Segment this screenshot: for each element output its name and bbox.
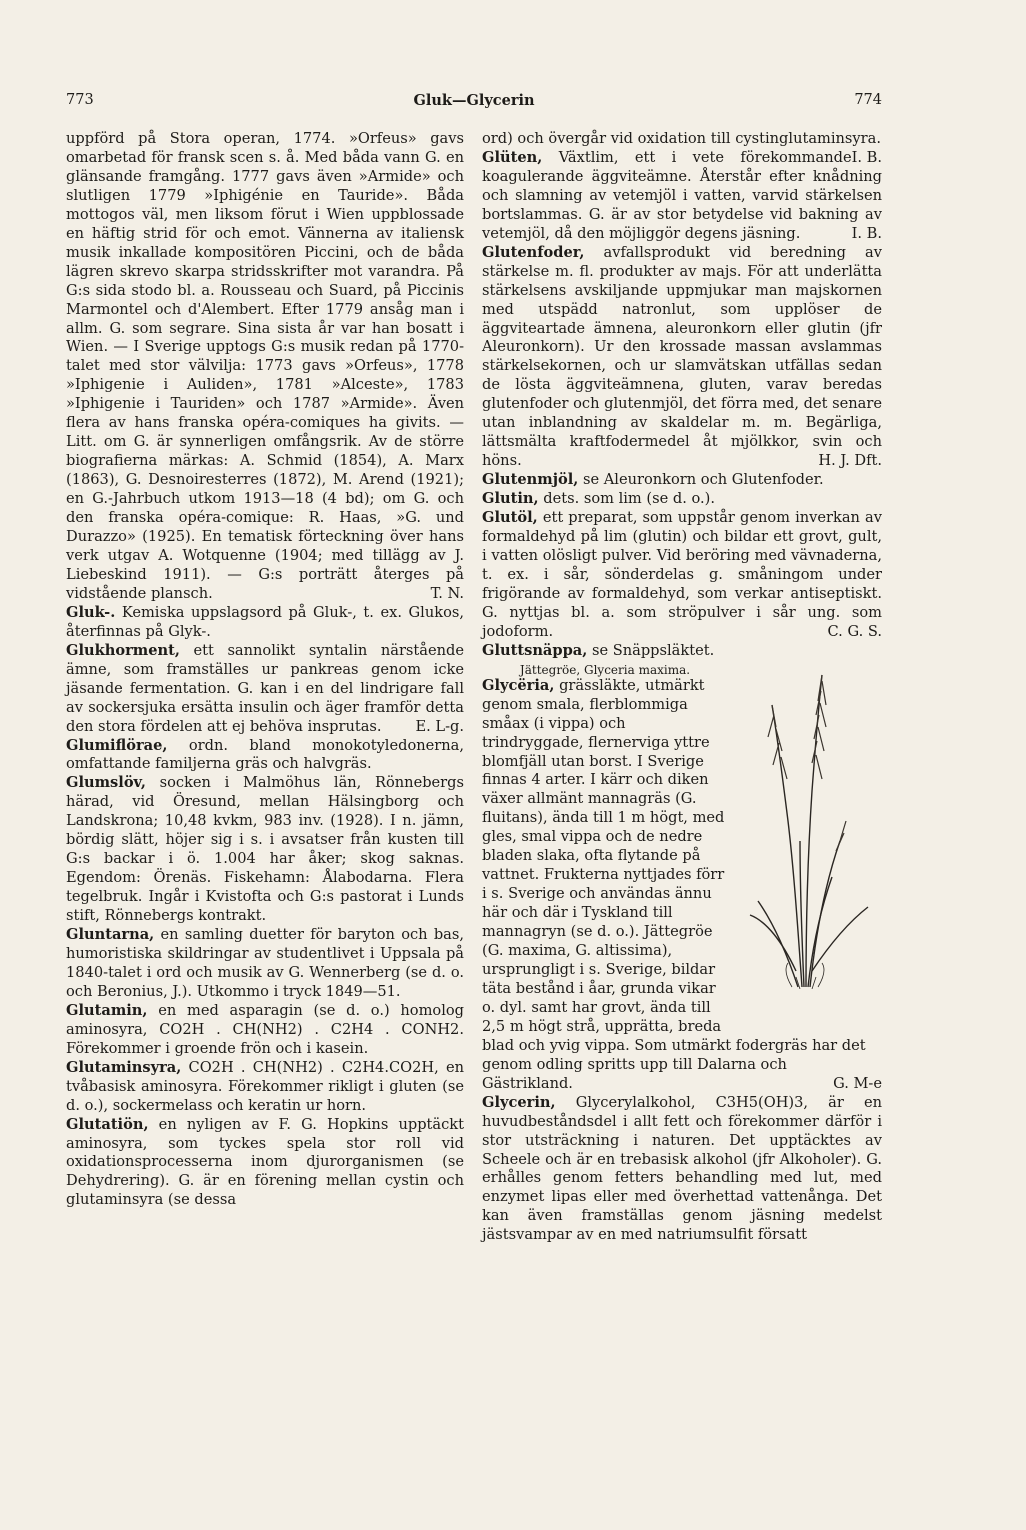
entry-gluten: Glüten, Växtlim, ett i vete förekommande koagulerande äggviteämne. Återstår efter knådning och slamning av vetemjöl i vatten, varvid stärkelsen bortslammas. G. är av stor betydelse vid bakning av vetemjöl, då den möjliggör degens jäsning. I. B. (482, 148, 882, 242)
headword: Glumiflörae, (66, 736, 168, 754)
headword: Glutaminsyra, (66, 1058, 182, 1076)
author-signature: C. G. S. (827, 622, 882, 640)
headword: Glutöl, (482, 509, 538, 527)
entry-gluck-continued: uppförd på Stora operan, 1774. »Orfeus» gavs omarbetad för fransk scen s. å. Med båda vann G. en glänsande framgång. 1777 gavs även »Armide» och slutligen 1779 »Iphigénie en Tauride». Båda mottogos väl, men liksom förut i Wien uppblossade en häftig strid för och emot. Vännerna av italiensk musik inkallade kompositören Piccini, och de båda lägren skrevo skarpa stridsskrifter mot varandra. På G:s sida stodo bl. a. Rousseau och Suard, på Piccinis Marmontel och d'Alembert. Efter 1779 ansåg man i allm. G. som segrare. Sina sista år var han bosatt i Wien. — I Sverige upptogs G:s musik redan på 1770-talet med stor välvilja: 1773 gavs »Orfeus», 1778 »Iphigenie i Auliden», 1781 »Alceste», 1783 »Iphigenie i Tauriden» och 1787 »Armide». Även flera av hans franska opéra-comiques ha givits. — Litt. om G. är synnerligen omfångsrik. Av de större biografierna märkas: A. Schmid (1854), A. Marx (1863), G. Desnoiresterres (1872), M. Arend (1921); en G.-Jahrbuch utkom 1913—18 (4 bd); om G. och den franska opéra-comique: R. Haas, »G. und Durazzo» (1925). En tematisk förteckning över hans verk utgav A. Wotquenne (1904; med tillägg av J. Liebeskind 1911). — G:s porträtt återges på vidstående plansch. T. N. (66, 130, 464, 602)
running-title: Gluk—Glycerin (413, 92, 535, 109)
headword: Glüten, (482, 148, 543, 166)
author-signature: H. J. Dft. (818, 452, 882, 470)
right-column: ord) och övergår vid oxidation till cystinglutaminsyra. I. B. Glüten, Växtlim, ett i vete förekommande koagulerande äggviteämne. Återstår efter knådning och slamning av vetemjöl i vatten, varvid stärkelsen bortslammas. G. är av stor betydelse vid bakning av vetemjöl, då den möjliggör degens jäsning. I. B. Glutenfoder, avfallsprodukt vid beredning av stärkelse m. fl. produkter av majs. För att underlätta stärkelsens avskiljande uppmjukar man majskornen med utspädd natronlut, som upplöser de äggviteartade ämnena, aleuronkorn eller glutin (jfr Aleuronkorn). Ur den krossade massan avslammas stärkelsekornen, och ur slamvätskan utfällas sedan de lösta äggviteämnena, gluten, varav beredas glutenfoder och glutenmjöl, det förra med, det senare utan inblandning av skaldelar m. m. Begärliga, lättsmälta kraftfodermedel åt mjölkkor, svin och höns. H. J. Dft. Glutenmjöl, se Aleuronkorn och Glutenfoder. Glutin, dets. som lim (se d. o.). Glutöl, ett preparat, som uppstår genom inverkan av formaldehyd på lim (glutin) och bildar ett grovt, gult, i vatten olösligt pulver. Vid beröring med vävnaderna, t. ex. i sår, sönderdelas g. småningom under frigörande av formaldehyd, som verkar antiseptiskt. G. nyttjas bl. a. som ströpulver i sår ung. som jodoform. C. G. S. Gluttsnäppa, se Snäppsläktet. Jättegröe, Glyceria maxima. Glycëria, grässläkte, utmärkt genom smala, flerblommiga småax (i vippa) och trindryggade, flernerviga yttre blomfjäll utan borst. I Sverige finnas 4 arter. I kärr och diken växer allmänt mannagräs (G. fluitans), ända till 1 m högt, med gles, smal vippa och de nedre bladen slaka, ofta flytande på vattnet. Frukterna nyttjades förr i s. Sverige och användas ännu här och där i Tyskland till mannagryn (se d. o.). Jättegröe (G. maxima, G. altissima), ursprungligt i s. Sverige, bildar täta bestånd i åar, grunda vikar o. dyl. samt har grovt, ända till 2,5 m högt strå, upprätta, breda blad och yvig vippa. Som utmärkt fodergräs har det genom odling spritts upp till Dalarna och Gästrikland. G. M-e Glycerin, Glycerylalkohol, C3H5(OH)3, är en huvudbeståndsdel i allt fett och förekommer därför i stor utsträckning i naturen. Det upptäcktes av Scheele och är en trebasisk alkohol (jfr Alkoholer). G. erhålles genom fetters behandling med lut, med enzymet lipas eller med överhettad vattenånga. Det kan även framställas genom jäsning medelst jästsvampar av en med natriumsulfit försatt (482, 130, 882, 1244)
page-header (66, 92, 882, 114)
headword: Glutenfoder, (482, 243, 585, 261)
entry-glutenmjol: Glutenmjöl, se Aleuronkorn och Glutenfoder. (482, 471, 824, 489)
entry-gluntarna: Gluntarna, en samling duetter för baryton och bas, humoristiska skildringar av studentlivet i Uppsala på 1840-talet i ord och musik av G. Wennerberg (se d. o. och Beronius, J.). Utkommo i tryck 1849—51. (66, 926, 464, 1000)
headword: Glutatiön, (66, 1115, 149, 1133)
headword: Glutenmjöl, (482, 471, 579, 489)
author-signature: T. N. (430, 584, 464, 602)
author-signature: E. L-g. (415, 717, 464, 735)
entry-glutol: Glutöl, ett preparat, som uppstår genom inverkan av formaldehyd på lim (glutin) och bildar ett grovt, gult, i vatten olösligt pulver. Vid beröring med vävnaderna, t. ex. i sår, sönderdelas g. småningom under frigörande av formaldehyd, som verkar antiseptiskt. G. nyttjas bl. a. som ströpulver i sår ung. som jodoform. C. G. S. (482, 509, 882, 640)
figure-caption: Jättegröe, Glyceria maxima. (519, 662, 691, 677)
entry-gluk: Gluk-. Kemiska uppslagsord på Gluk-, t. ex. Glukos, återfinnas på Glyk-. (66, 603, 464, 640)
headword: Glycëria, (482, 676, 555, 694)
entry-glycerin: Glycerin, Glycerylalkohol, C3H5(OH)3, är en huvudbeståndsdel i allt fett och förekommer därför i stor utsträckning i naturen. Det upptäcktes av Scheele och är en trebasisk alkohol (jfr Alkoholer). G. erhålles genom fetters behandling med lut, med enzymet lipas eller med överhettad vattenånga. Det kan även framställas genom jäsning medelst jästsvampar av en med natriumsulfit försatt (482, 1093, 882, 1244)
entry-glutenfoder: Glutenfoder, avfallsprodukt vid beredning av stärkelse m. fl. produkter av majs. För att underlätta stärkelsens avskiljande uppmjukar man majskornen med utspädd natronlut, som upplöser de äggviteartade ämnena, aleuronkorn eller glutin (jfr Aleuronkorn). Ur den krossade massan avslammas stärkelsekornen, och ur slamvätskan utfällas sedan de lösta äggviteämnena, gluten, varav beredas glutenfoder och glutenmjöl, det förra med, det senare utan inblandning av skaldelar m. m. Begärliga, lättsmälta kraftfodermedel åt mjölkkor, svin och höns. H. J. Dft. (482, 243, 882, 470)
entry-glutation: Glutatiön, en nyligen av F. G. Hopkins upptäckt aminosyra, som tyckes spela stor roll vid oxidationsprocesserna inom djurorganismen (se Dehydrering). G. är en förening mellan cystin och glutaminsyra (se dessa (66, 1115, 464, 1209)
entry-glutation-continued: ord) och övergår vid oxidation till cystinglutaminsyra. I. B. (482, 130, 882, 166)
author-signature: I. B. (851, 224, 882, 242)
headword: Glycerin, (482, 1093, 556, 1111)
left-page-number: 773 (66, 92, 94, 108)
headword: Gluttsnäppa, (482, 641, 588, 659)
entry-glutamin: Glutamin, en med asparagin (se d. o.) homolog aminosyra, CO2H . CH(NH2) . C2H4 . CONH2. Förekommer i groende frön och i kasein. (66, 1001, 464, 1057)
headword: Gluntarna, (66, 926, 155, 944)
entry-gluttsnappa: Gluttsnäppa, se Snäppsläktet. (482, 641, 715, 659)
grass-plant-icon (736, 671, 882, 989)
entry-glutin: Glutin, dets. som lim (se d. o.). (482, 490, 715, 508)
glyceria-illustration (736, 671, 882, 1019)
left-column (66, 130, 464, 1210)
entry-glumiflorae: Glumiflörae, ordn. bland monokotyledonerna, omfattande familjerna gräs och halvgräs. (66, 736, 464, 773)
author-signature: I. B. (851, 148, 882, 166)
entry-glumslov: Glumslöv, socken i Malmöhus län, Rönnebergs härad, vid Öresund, mellan Hälsingborg och Landskrona; 10,48 kvkm, 983 inv. (1928). I n. jämn, bördig slätt, höjer sig i s. i avsatser från kusten till G:s backar i ö. 1.004 har åker; skog saknas. Egendom: Örenäs. Fiskehamn: Ålabodarna. Flera tegelbruk. Ingår i Kvistofta och G:s pastorat i Lunds stift, Rönnebergs kontrakt. (66, 774, 464, 925)
headword: Gluk-. (66, 603, 116, 621)
headword: Glutin, (482, 490, 539, 508)
author-signature: G. M-e (833, 1074, 882, 1092)
right-page-number: 774 (854, 92, 882, 108)
headword: Glutamin, (66, 1001, 148, 1019)
entry-glutaminsyra: Glutaminsyra, CO2H . CH(NH2) . C2H4.CO2H, en tvåbasisk aminosyra. Förekommer rikligt i gluten (se d. o.), sockermelass och keratin ur horn. (66, 1058, 464, 1114)
headword: Glumslöv, (66, 774, 146, 792)
entry-glukhorment: Glukhorment, ett sannolikt syntalin närstående ämne, som framställes ur pankreas genom icke jäsande fermentation. G. kan i en del lindrigare fall av sockersjuka ersätta insulin och äger framför detta den stora fördelen att ej behöva insprutas. E. L-g. (66, 641, 464, 735)
headword: Glukhorment, (66, 641, 180, 659)
